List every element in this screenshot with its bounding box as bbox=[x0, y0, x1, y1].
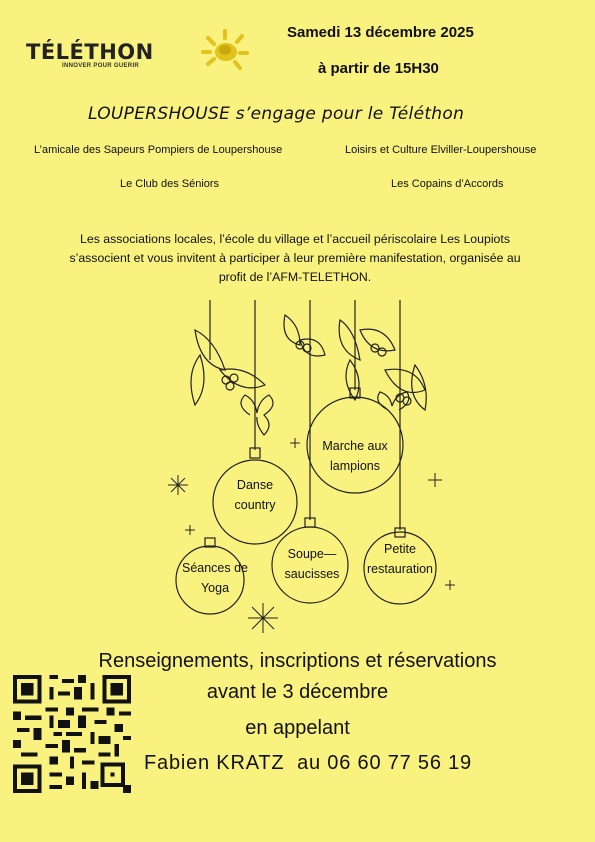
snowflake-icon bbox=[168, 475, 188, 495]
event-time: à partir de 15H30 bbox=[318, 60, 439, 77]
page-title: LOUPERSHOUSE s’engage pour le Téléthon bbox=[88, 104, 465, 124]
contact-name: Fabien KRATZ bbox=[144, 752, 285, 774]
contact-line bbox=[144, 752, 472, 775]
holly-left-icon bbox=[191, 330, 273, 435]
intro-paragraph: Les associations locales, l’école du village et l’accueil périscolaire Les Loupiots s’associent et vous invitent à participer à leur première manifestation, organisée au profit de l’AFM-TELETHON. bbox=[69, 232, 521, 284]
association-copains-accords: Les Copains d’Accords bbox=[391, 178, 504, 190]
activity-petite-restauration: Petite restauration bbox=[366, 542, 433, 576]
snowflake-icon bbox=[290, 438, 300, 448]
activity-marche-lampions: Marche aux lampions bbox=[322, 439, 388, 473]
snowflake-icon bbox=[185, 525, 195, 535]
logo-wordmark: TÉLÉTHON bbox=[26, 40, 154, 64]
info-line-1: Renseignements, inscriptions et réservations bbox=[98, 650, 497, 672]
contact-phone: au 06 60 77 56 19 bbox=[297, 752, 472, 774]
association-club-seniors: Le Club des Séniors bbox=[120, 178, 220, 190]
snowflake-icon bbox=[445, 580, 455, 590]
info-call: en appelant bbox=[245, 717, 350, 739]
association-loisirs-culture: Loisirs et Culture Elviller-Loupershouse bbox=[345, 144, 537, 156]
event-date: Samedi 13 décembre 2025 bbox=[287, 24, 474, 41]
info-deadline: avant le 3 décembre bbox=[206, 681, 389, 703]
snowflake-icon bbox=[428, 473, 442, 487]
activity-danse-country: Danse country bbox=[234, 478, 276, 512]
snowflake-icon bbox=[248, 603, 278, 633]
logo-tagline: INNOVER POUR GUERIR bbox=[62, 63, 140, 69]
activity-soupe-saucisses: Soupe—saucisses bbox=[284, 547, 340, 581]
association-pompiers: L’amicale des Sapeurs Pompiers de Loupershouse bbox=[34, 144, 283, 156]
activity-yoga: Séances de Yoga bbox=[181, 561, 249, 595]
telethon-sun-icon bbox=[200, 28, 250, 74]
holly-middle-icon bbox=[284, 315, 325, 356]
